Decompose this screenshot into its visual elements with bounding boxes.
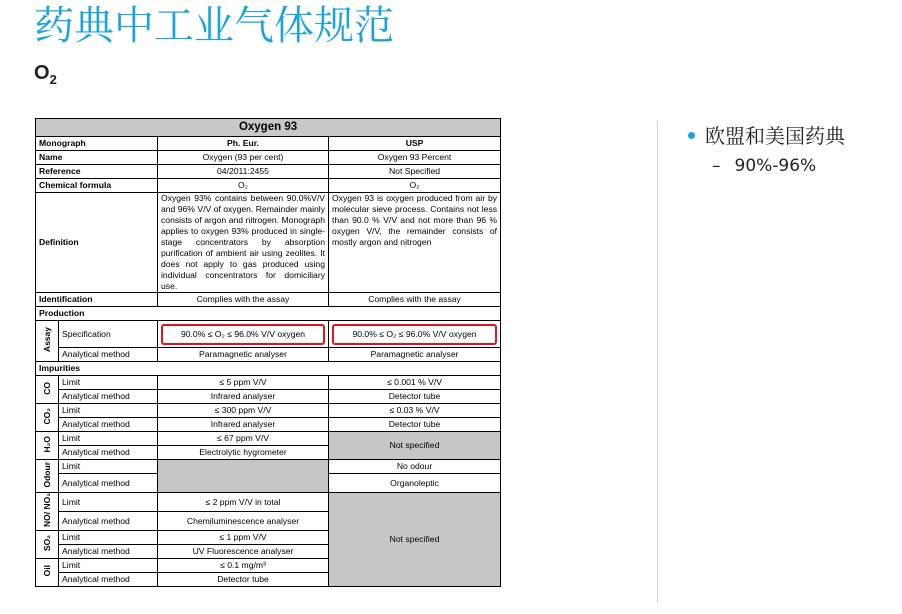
cell-usp: Paramagnetic analyser [329,348,501,362]
cell-pheur: ≤ 5 ppm V/V [158,376,329,390]
cell-pheur: ≤ 0.1 mg/m³ [158,559,329,573]
table-row [36,432,501,446]
row-label: Specification [59,321,158,348]
row-label: Name [36,151,158,165]
row-label: Limit [59,376,158,390]
table-row [36,460,501,474]
header-monograph: Monograph [36,137,158,151]
row-label: Limit [59,460,158,474]
table-row [36,376,501,390]
group-label-oil: Oil [36,559,59,587]
table-title: Oxygen 93 [36,119,501,137]
subtitle-symbol: O [34,62,50,84]
row-label: Analytical method [59,545,158,559]
cell-usp: Detector tube [329,390,501,404]
cell-pheur: Paramagnetic analyser [158,348,329,362]
vertical-divider [657,121,658,603]
slide-subtitle [34,62,57,87]
cell-usp: Oxygen 93 Percent [329,151,501,165]
row-label: Analytical method [59,390,158,404]
bullet-text: 欧盟和美国药典 [705,124,845,148]
cell-pheur-spec [158,321,329,348]
cell-usp: Complies with the assay [329,293,501,307]
cell-pheur-empty [158,460,329,493]
section-label: Impurities [36,362,501,376]
cell-usp-not-specified: Not specified [329,493,501,587]
cell-pheur: Oxygen (93 per cent) [158,151,329,165]
row-label: Analytical method [59,446,158,460]
slide-title: 药典中工业气体规范 [34,3,394,49]
table-row [36,418,501,432]
cell-pheur: ≤ 67 ppm V/V [158,432,329,446]
table-row [36,493,501,512]
cell-usp: Organoleptic [329,474,501,493]
row-label: Chemical formula [36,179,158,193]
cell-pheur: Infrared analyser [158,390,329,404]
cell-usp-definition: Oxygen 93 is oxygen produced from air by molecular sieve process. Contains not less than 90.0 % V/V and not more than 96 % oxygen V/V, the remainder consists of mostly argon and nitrogen [329,193,501,293]
bullet-dot-icon [688,132,695,139]
row-label: Limit [59,559,158,573]
table-header-row [36,137,501,151]
row-label: Limit [59,531,158,545]
section-row-impurities [36,362,501,376]
bullet-item [688,120,845,149]
cell-pheur: ≤ 2 ppm V/V in total [158,493,329,512]
row-label: Analytical method [59,512,158,531]
sub-bullet-item [712,156,816,176]
row-label: Identification [36,293,158,307]
dash-icon: – [712,156,721,176]
cell-pheur-definition: Oxygen 93% contains between 90.0%V/V and 96% V/V of oxygen. Remainder mainly consists of argon and nitrogen. Monograph applies to oxygen 93% produced in single-stage concentrators by absorption purification of ambient air using zeolites. It does not apply to gas produced using individual concentrators for domiciliary use. [158,193,329,293]
table-row [36,404,501,418]
table-row-definition [36,193,501,293]
cell-usp-not-specified: Not specified [329,432,501,460]
table-row [36,390,501,404]
cell-usp: ≤ 0.03 % V/V [329,404,501,418]
cell-usp: No odour [329,460,501,474]
row-label: Limit [59,404,158,418]
header-usp: USP [329,137,501,151]
header-pheur: Ph. Eur. [158,137,329,151]
row-label: Analytical method [59,474,158,493]
group-label-co2: CO₂ [36,404,59,432]
cell-pheur: Complies with the assay [158,293,329,307]
table-row [36,165,501,179]
group-label-odour: Odour [36,460,59,493]
cell-usp-spec [329,321,501,348]
table-row-assay-spec [36,321,501,348]
spec-table [35,118,501,587]
spec-table-image [35,118,500,587]
group-label-nox: NO/ NO₂ [36,493,59,531]
cell-usp: ≤ 0.001 % V/V [329,376,501,390]
row-label: Analytical method [59,348,158,362]
cell-pheur: Infrared analyser [158,418,329,432]
cell-pheur: ≤ 1 ppm V/V [158,531,329,545]
row-label: Analytical method [59,418,158,432]
table-row [36,179,501,193]
cell-pheur: 04/2011:2455 [158,165,329,179]
row-label: Limit [59,432,158,446]
cell-pheur: ≤ 300 ppm V/V [158,404,329,418]
section-label: Production [36,307,501,321]
cell-pheur: Chemiluminescence analyser [158,512,329,531]
highlight-box: 90.0% ≤ O₂ ≤ 96.0% V/V oxygen [332,324,497,345]
group-label-co: CO [36,376,59,404]
row-label: Limit [59,493,158,512]
highlight-box: 90.0% ≤ O₂ ≤ 96.0% V/V oxygen [161,324,325,345]
table-row [36,151,501,165]
section-row-production [36,307,501,321]
cell-pheur: UV Fluorescence analyser [158,545,329,559]
cell-usp: Not Specified [329,165,501,179]
group-label-assay: Assay [36,321,59,362]
group-label-so2: SO₂ [36,531,59,559]
group-label-h2o: H₂O [36,432,59,460]
cell-pheur: Electrolytic hygrometer [158,446,329,460]
cell-usp: O₂ [329,179,501,193]
row-label: Analytical method [59,573,158,587]
cell-pheur: O₂ [158,179,329,193]
table-row [36,293,501,307]
sub-bullet-text: 90%-96% [734,156,817,176]
table-title-row [36,119,501,137]
row-label: Definition [36,193,158,293]
row-label: Reference [36,165,158,179]
cell-pheur: Detector tube [158,573,329,587]
table-row [36,348,501,362]
subtitle-subscript: 2 [49,72,57,87]
cell-usp: Detector tube [329,418,501,432]
